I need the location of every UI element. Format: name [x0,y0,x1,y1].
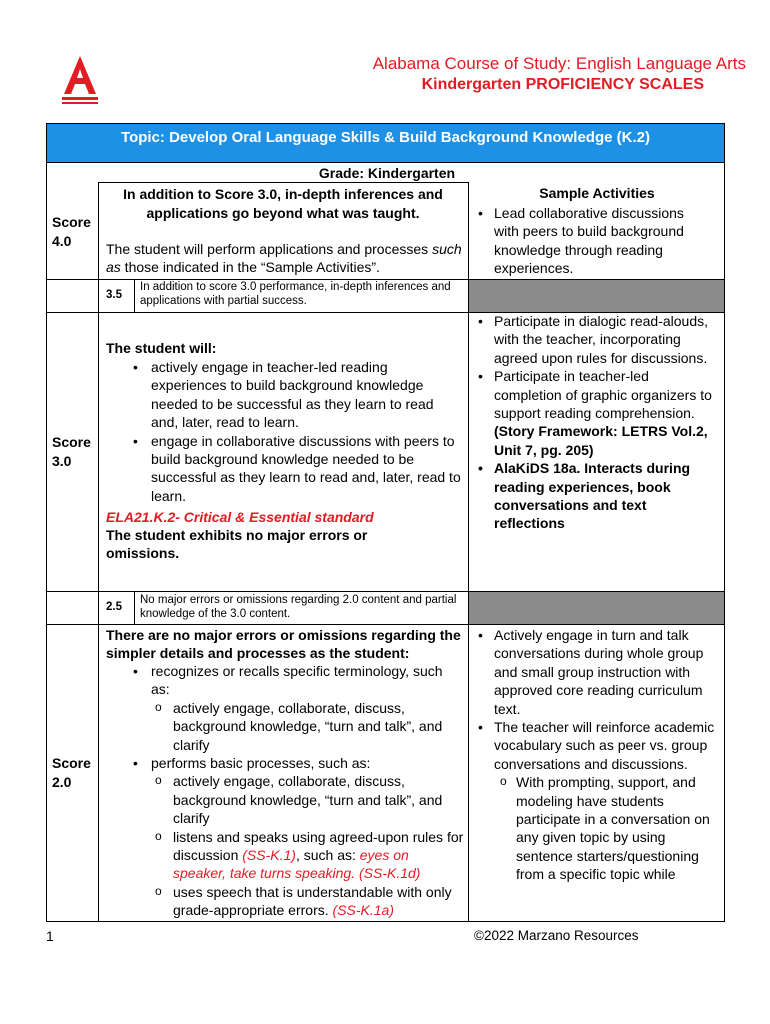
list-item: • Lead collaborative discussions with peers to build background knowledge through reading experiences. [470,204,712,278]
score-40-activities [470,204,712,278]
document-title: Alabama Course of Study: English Language Arts [372,54,746,73]
list-item: • Participate in dialogic read-alouds, with the teacher, incorporating agreed upon rules for discussions. [470,312,718,367]
score-30-activities [470,312,718,533]
list-item: • AlaKiDS 18a. Interacts during reading experiences, book conversations and text reflections [470,459,718,533]
grade-label: Grade: Kindergarten [318,165,456,181]
col-divider-35 [134,279,135,312]
score-20-bullets [106,662,464,920]
score-40-heading: In addition to Score 3.0, in-depth inferences and applications go beyond what was taught. [123,186,443,221]
document-subtitle: Kindergarten PROFICIENCY SCALES [421,76,704,93]
col-divider-25 [134,591,135,624]
row-line-25 [46,624,725,625]
list-item: • Participate in teacher-led completion of graphic organizers to support reading comprehension. (Story Framework: LETRS Vol.2, Unit 7, pg. 205) [470,367,718,459]
score-35-label: 3.5 [106,289,122,301]
score-30-closing: The student exhibits no major errors or omissions. [106,527,368,562]
score-35-text: In addition to score 3.0 performance, in-depth inferences and applications with partial success. [140,281,451,307]
score-20-heading: There are no major errors or omissions regarding the simpler details and processes as the student: [106,627,461,662]
score-20-label: Score 2.0 [52,755,91,790]
standard-label: ELA21.K.2- Critical & Essential standard [106,509,374,525]
list-item: • Actively engage in turn and talk conversations during whole group and small group instruction with approved core reading curriculum text. [470,626,718,718]
list-item: o uses speech that is understandable with only grade-appropriate errors. (SS-K.1a) [106,883,464,920]
score-25-text: No major errors or omissions regarding 2.0 content and partial knowledge of the 3.0 content. [140,594,457,620]
gray-cell-35 [469,280,724,312]
score-20-activities [470,626,718,920]
copyright: ©2022 Marzano Resources [474,928,639,943]
list-item: o With prompting, support, and modeling have students participate in a conversation on any given topic by using sentence starters/questioning from a specific topic while [470,773,718,883]
list-item: • performs basic processes, such as: [106,754,464,772]
col-divider-1 [98,182,99,922]
score-30-bullets [106,358,464,505]
list-item: o listens and speaks using agreed-upon rules for discussion (SS-K.1), such as: eyes on speaker, take turns speaking. (SS-K.1d) [106,828,464,883]
score-40-label: Score 4.0 [52,214,91,249]
list-item: • recognizes or recalls specific terminology, such as: [106,662,464,699]
score-25-label: 2.5 [106,601,122,613]
sample-activities-heading: Sample Activities [539,185,655,201]
list-item: • actively engage in teacher-led reading experiences to build background knowledge needed to be successful as they learn to read and, later, read to learn. [106,358,464,432]
score-40-text: The student will perform applications and processes such as those indicated in the “Sample Activities”. [106,241,462,276]
alabama-logo-icon [58,54,102,106]
list-item: o actively engage, collaborate, discuss, background knowledge, “turn and talk”, and clarify [106,699,464,754]
list-item: • The teacher will reinforce academic vocabulary such as peer vs. group conversations and discussions. [470,718,718,773]
topic-header: Topic: Develop Oral Language Skills & Build Background Knowledge (K.2) [46,123,725,163]
score-30-label: Score 3.0 [52,434,91,469]
row-line-grade [98,182,468,183]
list-item: • engage in collaborative discussions with peers to build background knowledge needed to be successful as they learn to read and, later, read to learn. [106,432,464,506]
gray-cell-25 [469,592,724,624]
score-30-intro: The student will: [106,340,217,356]
list-item: o actively engage, collaborate, discuss, background knowledge, “turn and talk”, and clarify [106,772,464,827]
page-number: 1 [46,928,54,944]
